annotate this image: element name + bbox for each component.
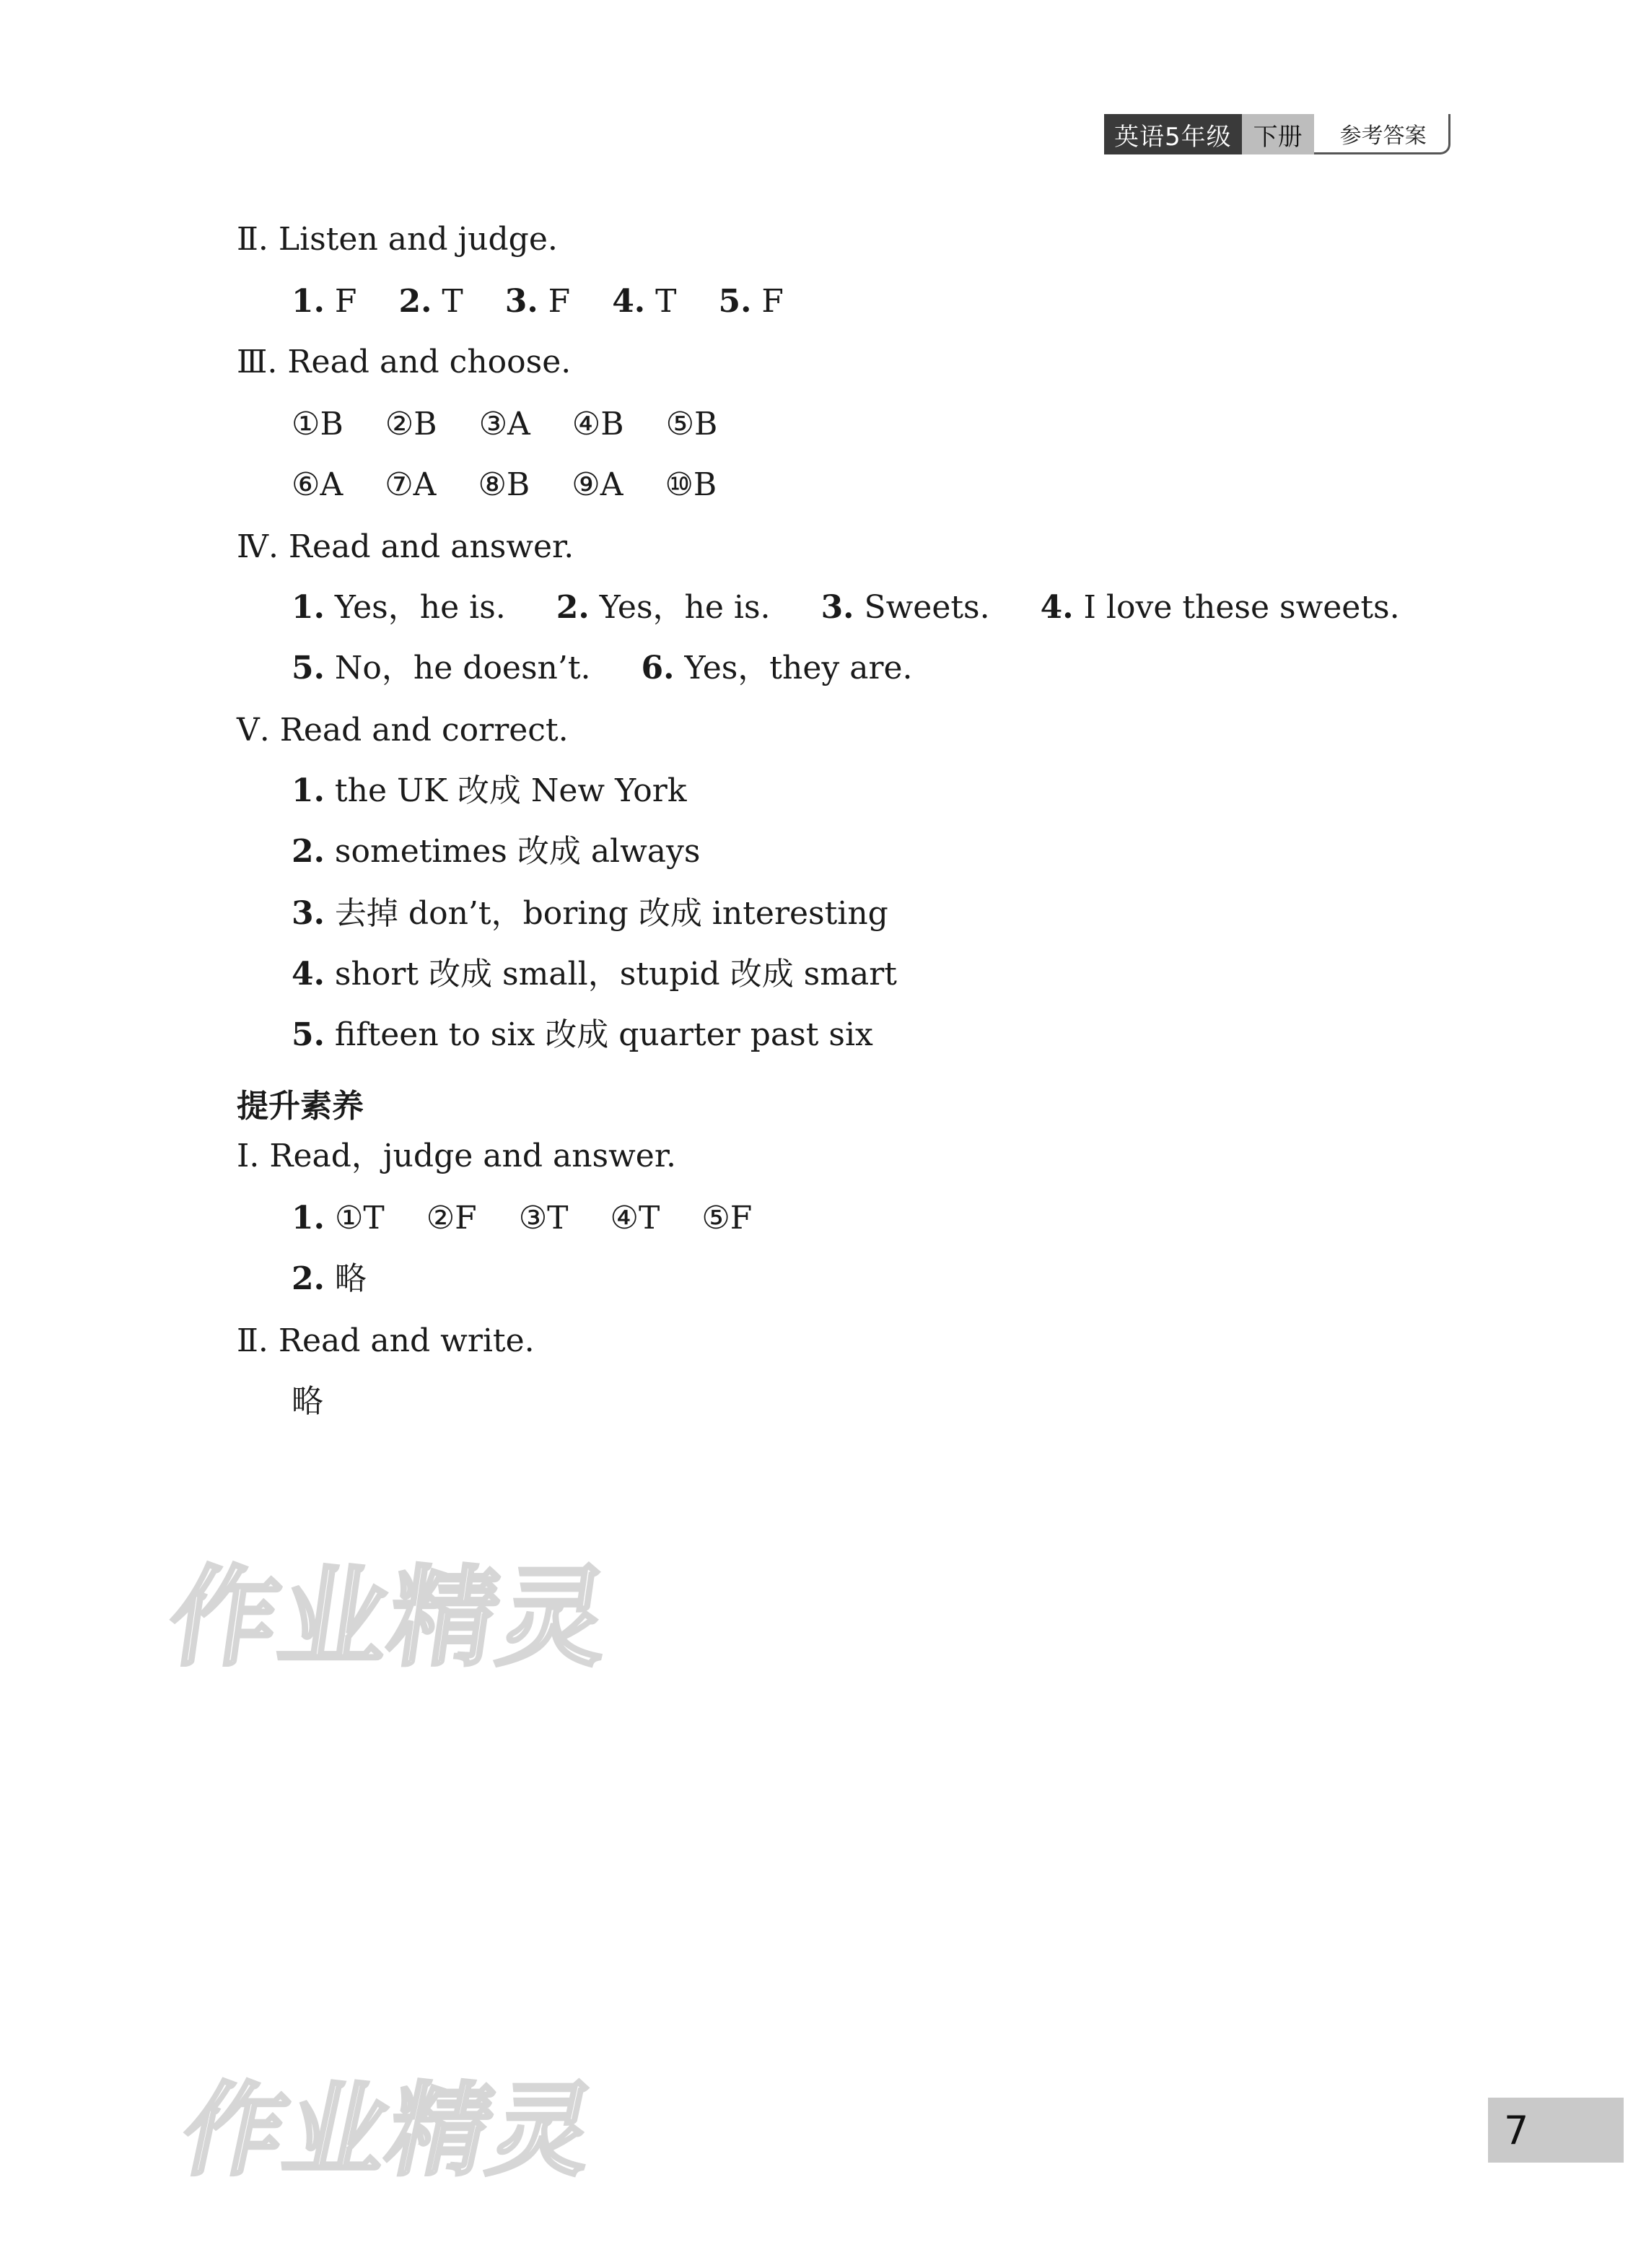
- choice-answer: ⑤B: [665, 406, 718, 442]
- choice-answer: ①T: [334, 1200, 385, 1237]
- answer-line: [292, 466, 717, 503]
- header-answers-label: 参考答案: [1314, 114, 1450, 154]
- answer-number: 1.: [292, 772, 325, 809]
- answer-line: [292, 772, 687, 809]
- choice-answer: ②F: [426, 1200, 477, 1237]
- section-title: Ⅱ. Read and write.: [237, 1322, 535, 1359]
- answer-line: [292, 895, 888, 932]
- answer-text: 略: [324, 1260, 367, 1297]
- answer-line: [292, 589, 1400, 626]
- answer-text: Yes，he is.: [589, 589, 771, 626]
- header-volume: 下册: [1242, 114, 1314, 154]
- answer-text: I love these sweets.: [1073, 589, 1400, 626]
- answer-number: 4.: [612, 283, 646, 320]
- answer-number: 5.: [292, 1016, 325, 1053]
- answer-number: 2.: [292, 833, 325, 870]
- answer-text: T: [645, 283, 677, 320]
- answer-number: 5.: [718, 283, 752, 320]
- answer-number: 5.: [292, 650, 325, 686]
- choice-answer: ⑧B: [478, 466, 530, 503]
- choice-answer: ③A: [478, 406, 530, 442]
- answer-text: No，he doesn’t.: [324, 650, 591, 686]
- answer-number: 3.: [820, 589, 854, 626]
- answer-number: 1.: [292, 283, 325, 320]
- choice-answer: ⑥A: [292, 466, 343, 503]
- choice-answer: ①B: [292, 406, 343, 442]
- answer-text: Sweets.: [854, 589, 990, 626]
- section-title: Ⅳ. Read and answer.: [237, 528, 574, 565]
- answer-number: 2.: [556, 589, 590, 626]
- watermark: 作业精灵: [161, 1556, 618, 1681]
- answer-number: 3.: [504, 283, 538, 320]
- section-title: Ⅲ. Read and choose.: [237, 344, 572, 380]
- section-title: Ⅴ. Read and correct.: [237, 712, 569, 749]
- answer-number: 2.: [398, 283, 432, 320]
- answer-text: 去掉 don’t，boring 改成 interesting: [324, 895, 888, 932]
- answer-number: 6.: [641, 650, 675, 686]
- answer-text: the UK 改成 New York: [324, 772, 687, 809]
- answer-text: Yes，he is.: [324, 589, 506, 626]
- page-header: [1104, 114, 1450, 154]
- page-number: 7: [1488, 2098, 1624, 2163]
- answer-line: [292, 406, 718, 442]
- answer-number: 3.: [292, 895, 325, 932]
- watermark: 作业精灵: [172, 2072, 607, 2190]
- answer-number: 2.: [292, 1260, 325, 1297]
- choice-answer: ②B: [385, 406, 437, 442]
- answer-text: short 改成 small，stupid 改成 smart: [324, 956, 897, 993]
- answer-line: [292, 1016, 873, 1053]
- answer-number: 1.: [292, 589, 325, 626]
- answer-number: 4.: [1040, 589, 1074, 626]
- answer-number: 1.: [292, 1200, 325, 1237]
- choice-answer: ④T: [610, 1200, 660, 1237]
- answer-number: 4.: [292, 956, 325, 993]
- choice-answer: ③T: [518, 1200, 569, 1237]
- answer-text: 略: [292, 1383, 323, 1420]
- choice-answer: ⑤F: [701, 1200, 753, 1237]
- choice-answer: ⑨A: [572, 466, 623, 503]
- section-title: Ⅱ. Listen and judge.: [237, 221, 558, 258]
- answer-line: [292, 283, 784, 320]
- answer-text: fifteen to six 改成 quarter past six: [324, 1016, 873, 1053]
- answer-line: [292, 956, 897, 993]
- answer-line: [292, 650, 913, 686]
- answer-text: T: [432, 283, 463, 320]
- answer-text: F: [538, 283, 571, 320]
- answer-line: [292, 1260, 367, 1297]
- header-subject-grade: 英语5年级: [1104, 114, 1242, 154]
- choice-answer: ⑩B: [665, 466, 717, 503]
- choice-answer: ⑦A: [385, 466, 437, 503]
- answer-text: F: [751, 283, 784, 320]
- improve-heading: 提升素养: [237, 1088, 364, 1125]
- answer-text: F: [324, 283, 357, 320]
- answer-line: [292, 1200, 753, 1237]
- answer-line: [292, 833, 701, 870]
- section-title: Ⅰ. Read，judge and answer.: [237, 1138, 677, 1174]
- choice-answer: ④B: [572, 406, 624, 442]
- answer-text: Yes，they are.: [674, 650, 913, 686]
- answer-text: sometimes 改成 always: [324, 833, 701, 870]
